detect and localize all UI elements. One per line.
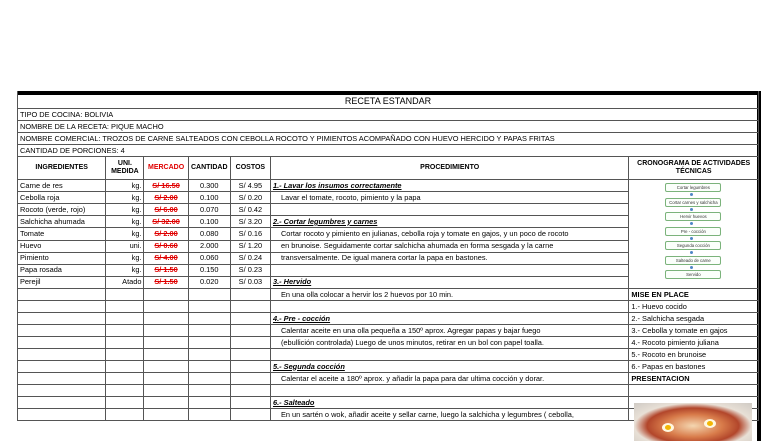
ingredient-name <box>18 337 106 349</box>
sheet-title: RECETA ESTANDAR <box>18 91 759 109</box>
ingredient-cost <box>230 289 270 301</box>
flow-step: Servido <box>665 270 721 279</box>
ingredient-unit: kg. <box>106 204 144 216</box>
flow-step: Cortar legumbres <box>665 183 721 192</box>
procedure-line <box>270 204 628 216</box>
flow-step: Segunda cocción <box>665 241 721 250</box>
procedure-line: 4.- Pre - cocción <box>270 313 628 325</box>
ingredient-qty: 0.060 <box>188 252 230 264</box>
procedure-line: (ebullición controlada) Luego de unos minutos, retirar en un bol con papel toalla. <box>270 337 628 349</box>
ingredient-qty: 0.100 <box>188 216 230 228</box>
ingredient-price <box>144 325 188 337</box>
procedure-line: transversalmente. De igual manera cortar la papa en bastones. <box>270 252 628 264</box>
mise-item: 3.- Cebolla y tomate en gajos <box>629 325 759 337</box>
ingredient-name <box>18 385 106 397</box>
flow-connector <box>690 237 693 240</box>
ingredient-qty: 0.150 <box>188 264 230 276</box>
procedure-line <box>270 385 628 397</box>
ingredient-name <box>18 397 106 409</box>
nombre-receta: NOMBRE DE LA RECETA: PIQUE MACHO <box>18 121 759 133</box>
ingredient-qty: 0.070 <box>188 204 230 216</box>
ingredient-unit <box>106 361 144 373</box>
ingredient-unit <box>106 385 144 397</box>
ingredient-name: Huevo <box>18 240 106 252</box>
ingredient-name: Salchicha ahumada <box>18 216 106 228</box>
table-row <box>18 180 759 192</box>
table-row <box>18 337 759 349</box>
ingredient-cost: S/ 0.24 <box>230 252 270 264</box>
procedure-line: Calentar el aceite a 180º aprox. y añadir la papa para dar ultima cocción y dorar. <box>270 373 628 385</box>
procedure-line: 2.- Cortar legumbres y carnes <box>270 216 628 228</box>
ingredient-unit: kg. <box>106 192 144 204</box>
ingredient-price <box>144 313 188 325</box>
ingredient-name: Papa rosada <box>18 264 106 276</box>
procedure-line: Calentar aceite en una olla pequeña a 150º aprox. Agregar papas y bajar fuego <box>270 325 628 337</box>
ingredient-cost <box>230 373 270 385</box>
table-row <box>18 373 759 385</box>
ingredient-cost: S/ 1.20 <box>230 240 270 252</box>
header-unidad: UNI. MEDIDA <box>106 157 144 180</box>
ingredient-unit: kg. <box>106 264 144 276</box>
ingredient-unit <box>106 313 144 325</box>
egg-yolk-image <box>707 421 713 426</box>
mise-item: 6.- Papas en bastones <box>629 361 759 373</box>
ingredient-cost <box>230 361 270 373</box>
ingredient-cost: S/ 4.95 <box>230 180 270 192</box>
ingredient-name: Cebolla roja <box>18 192 106 204</box>
ingredient-price: S/ 1.50 <box>144 276 188 288</box>
ingredient-price: S/ 2.00 <box>144 228 188 240</box>
procedure-line <box>270 264 628 276</box>
ingredient-unit: kg. <box>106 228 144 240</box>
ingredient-name <box>18 373 106 385</box>
table-row <box>18 385 759 397</box>
table-row <box>18 289 759 301</box>
ingredient-unit: uni. <box>106 240 144 252</box>
ingredient-cost <box>230 385 270 397</box>
procedure-line: 3.- Hervido <box>270 276 628 288</box>
ingredient-qty <box>188 397 230 409</box>
ingredient-qty <box>188 325 230 337</box>
ingredient-name: Perejil <box>18 276 106 288</box>
header-cronograma: CRONOGRAMA DE ACTIVIDADES TÉCNICAS <box>629 157 759 180</box>
ingredient-cost <box>230 325 270 337</box>
activity-flowchart <box>629 180 759 289</box>
ingredient-name <box>18 361 106 373</box>
ingredient-unit: kg. <box>106 180 144 192</box>
tipo-cocina: TIPO DE COCINA: BOLIVIA <box>18 109 759 121</box>
ingredient-name <box>18 409 106 421</box>
ingredient-unit: kg. <box>106 216 144 228</box>
ingredient-cost <box>230 337 270 349</box>
flow-step: Cortar carnes y salchicha <box>665 198 721 207</box>
procedure-line <box>270 301 628 313</box>
ingredient-price: S/ 2.00 <box>144 192 188 204</box>
flow-step: Hervir huevos <box>665 212 721 221</box>
ingredient-unit <box>106 409 144 421</box>
ingredient-unit <box>106 301 144 313</box>
ingredient-qty: 0.100 <box>188 192 230 204</box>
table-row <box>18 361 759 373</box>
ingredient-price <box>144 397 188 409</box>
ingredient-qty <box>188 313 230 325</box>
ingredient-name: Pimiento <box>18 252 106 264</box>
egg-yolk-image <box>665 425 671 430</box>
ingredient-price: S/ 4.00 <box>144 252 188 264</box>
flow-connector <box>690 193 693 196</box>
ingredient-price <box>144 409 188 421</box>
ingredient-qty <box>188 373 230 385</box>
procedure-line: En un sartén o wok, añadir aceite y sellar carne, luego la salchicha y legumbres ( cebolla, <box>270 409 628 421</box>
ingredient-cost <box>230 349 270 361</box>
ingredient-price <box>144 289 188 301</box>
ingredient-price <box>144 373 188 385</box>
ingredient-qty <box>188 301 230 313</box>
ingredient-name: Tomate <box>18 228 106 240</box>
procedure-line: En una olla colocar a hervir los 2 huevos por 10 min. <box>270 289 628 301</box>
ingredient-price <box>144 301 188 313</box>
mise-item: 5.- Rocoto en brunoise <box>629 349 759 361</box>
ingredient-unit: Atado <box>106 276 144 288</box>
procedure-line: 6.- Salteado <box>270 397 628 409</box>
ingredient-qty: 0.080 <box>188 228 230 240</box>
mise-title: MISE EN PLACE <box>629 289 759 301</box>
ingredient-cost <box>230 397 270 409</box>
ingredient-qty <box>188 337 230 349</box>
ingredient-cost: S/ 0.16 <box>230 228 270 240</box>
procedure-line: 5.- Segunda cocción <box>270 361 628 373</box>
ingredient-qty: 0.300 <box>188 180 230 192</box>
table-row <box>18 313 759 325</box>
ingredient-unit: kg. <box>106 252 144 264</box>
flow-connector <box>690 208 693 211</box>
ingredient-unit <box>106 325 144 337</box>
ingredient-qty <box>188 349 230 361</box>
ingredient-qty: 0.020 <box>188 276 230 288</box>
header-mercado: MERCADO <box>144 157 188 180</box>
ingredient-unit <box>106 373 144 385</box>
ingredient-name <box>18 325 106 337</box>
ingredient-price <box>144 337 188 349</box>
ingredient-name: Rocoto (verde, rojo) <box>18 204 106 216</box>
header-costos: COSTOS <box>230 157 270 180</box>
header-ingredientes: INGREDIENTES <box>18 157 106 180</box>
ingredient-price <box>144 361 188 373</box>
ingredient-qty <box>188 409 230 421</box>
ingredient-cost <box>230 313 270 325</box>
procedure-line: 1.- Lavar los insumos correctamente <box>270 180 628 192</box>
presentacion-cell <box>629 385 759 397</box>
mise-item: 4.- Rocoto pimiento juliana <box>629 337 759 349</box>
cantidad-porciones: CANTIDAD DE PORCIONES: 4 <box>18 145 759 157</box>
dish-photo <box>634 403 752 441</box>
ingredient-price <box>144 349 188 361</box>
ingredient-price: S/ 16.50 <box>144 180 188 192</box>
ingredient-unit <box>106 337 144 349</box>
ingredient-price: S/ 6.00 <box>144 204 188 216</box>
ingredient-price: S/ 0.60 <box>144 240 188 252</box>
table-body <box>18 180 759 421</box>
ingredient-qty: 2.000 <box>188 240 230 252</box>
ingredient-unit <box>106 397 144 409</box>
flow-step: Pre - cocción <box>665 227 721 236</box>
ingredient-price: S/ 1.50 <box>144 264 188 276</box>
table-row <box>18 349 759 361</box>
presentacion-title: PRESENTACION <box>629 373 759 385</box>
flow-connector <box>690 251 693 254</box>
ingredient-cost: S/ 3.20 <box>230 216 270 228</box>
ingredient-cost: S/ 0.03 <box>230 276 270 288</box>
ingredient-cost <box>230 409 270 421</box>
flow-connector <box>690 266 693 269</box>
flow-step: Salteado de carne <box>665 256 721 265</box>
table-row <box>18 301 759 313</box>
ingredient-qty <box>188 385 230 397</box>
procedure-line: Cortar rocoto y pimiento en julianas, cebolla roja y tomate en gajos, y un poco de rocoto <box>270 228 628 240</box>
ingredient-price <box>144 385 188 397</box>
ingredient-name <box>18 289 106 301</box>
ingredient-name <box>18 349 106 361</box>
ingredient-name: Carne de res <box>18 180 106 192</box>
ingredient-cost: S/ 0.20 <box>230 192 270 204</box>
table-row <box>18 325 759 337</box>
ingredient-qty <box>188 361 230 373</box>
header-cantidad: CANTIDAD <box>188 157 230 180</box>
mise-item: 2.- Salchicha sesgada <box>629 313 759 325</box>
ingredient-unit <box>106 289 144 301</box>
recipe-table <box>17 91 759 421</box>
ingredient-cost: S/ 0.23 <box>230 264 270 276</box>
mise-item: 1.- Huevo cocido <box>629 301 759 313</box>
ingredient-price: S/ 32.00 <box>144 216 188 228</box>
flow-connector <box>690 222 693 225</box>
ingredient-cost: S/ 0.42 <box>230 204 270 216</box>
ingredient-qty <box>188 289 230 301</box>
ingredient-unit <box>106 349 144 361</box>
ingredient-name <box>18 301 106 313</box>
ingredient-cost <box>230 301 270 313</box>
recipe-sheet <box>17 91 763 421</box>
procedure-line: Lavar el tomate, rocoto, pimiento y la papa <box>270 192 628 204</box>
header-procedimiento: PROCEDIMIENTO <box>270 157 628 180</box>
procedure-line <box>270 349 628 361</box>
nombre-comercial: NOMBRE COMERCIAL: TROZOS DE CARNE SALTEADOS CON CEBOLLA ROCOTO Y PIMIENTOS ACOMPAÑADO CON HUEVO HERCIDO Y PAPAS FRITAS <box>18 133 759 145</box>
procedure-line: en brunoise. Seguidamente cortar salchicha ahumada en forma sesgada y la carne <box>270 240 628 252</box>
ingredient-name <box>18 313 106 325</box>
